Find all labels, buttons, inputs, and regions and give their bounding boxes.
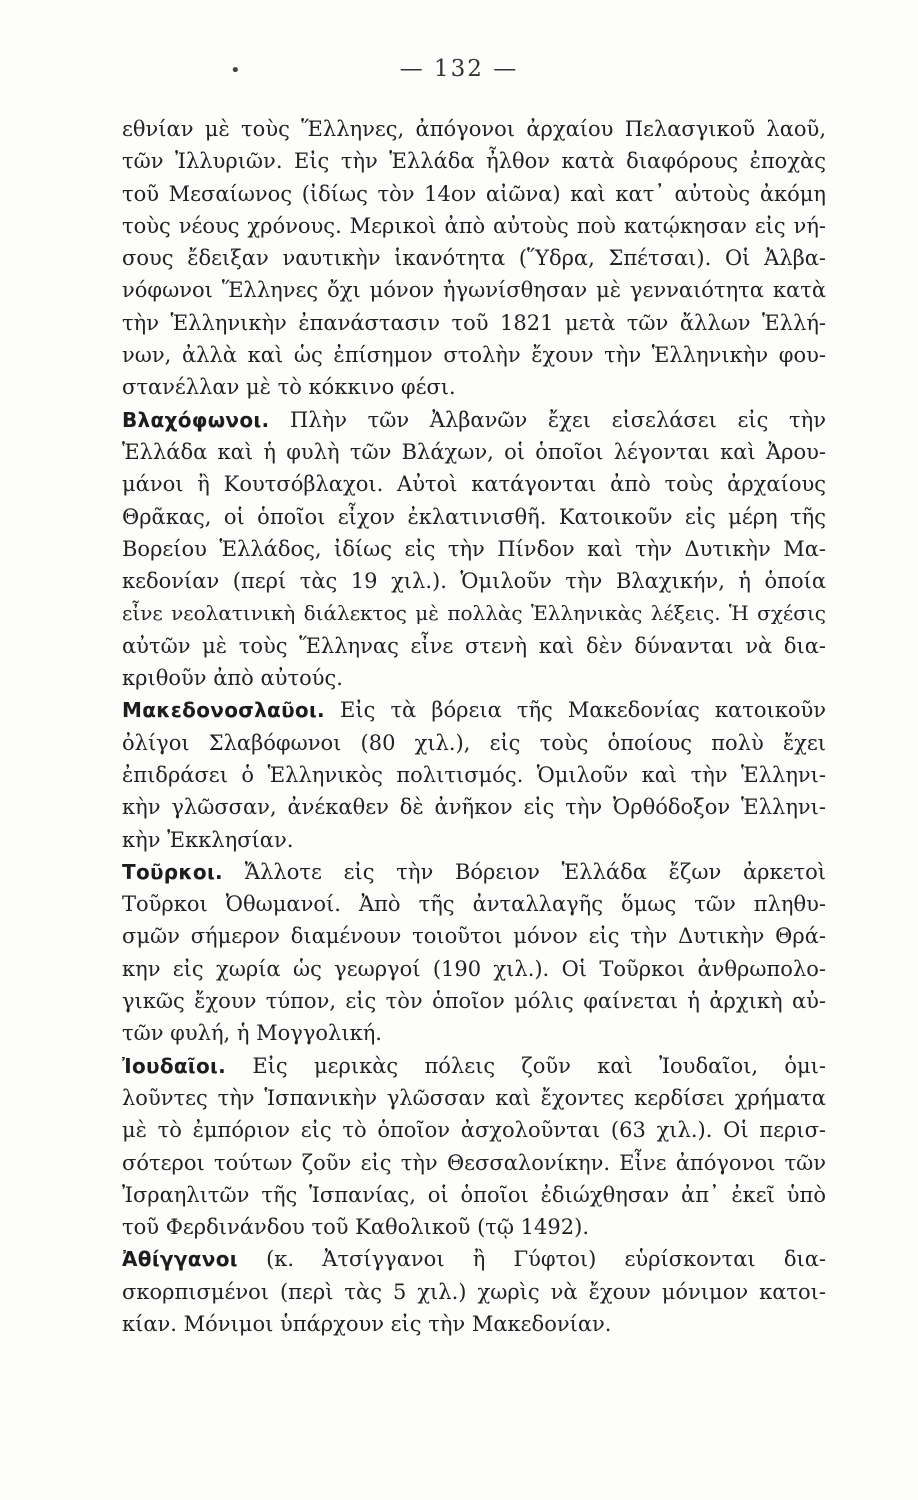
line-text: εθνίαν μὲ τοὺς Ἕλληνες, ἀπόγονοι ἀρχαίου Πελασγικοῦ λαοῦ, — [122, 117, 826, 141]
line-text: τοῦ Μεσαίωνος (ἰδίως τὸν 14ον αἰῶνα) καὶ κατ᾽ αὐτοὺς ἀκόμη — [122, 181, 826, 206]
text-line — [122, 824, 826, 856]
text-line — [122, 888, 826, 920]
text-line — [122, 533, 826, 565]
text-line — [122, 501, 826, 533]
stray-mark: • — [230, 60, 241, 81]
line-text: αὐτῶν μὲ τοὺς Ἕλληνας εἶνε στενὴ καὶ δὲν δύνανται νὰ δια- — [122, 633, 826, 658]
text-line — [122, 1179, 826, 1211]
text-line — [122, 274, 826, 306]
line-text: Θρᾶκας, οἱ ὁποῖοι εἶχον ἐκλατινισθῆ. Κατοικοῦν εἰς μέρη τῆς — [122, 504, 826, 529]
line-text: κὴν Ἐκκλησίαν. — [122, 827, 294, 852]
page-number: — 132 — — [399, 56, 519, 82]
line-text: λοῦντες τὴν Ἱσπανικὴν γλῶσσαν καὶ ἔχοντες κερδίσει χρήματα — [122, 1085, 826, 1110]
line-text: Ἰσραηλιτῶν τῆς Ἱσπανίας, οἱ ὁποῖοι ἐδιώχθησαν ἀπ᾽ ἐκεῖ ὑπὸ — [122, 1182, 826, 1207]
line-text: Τοῦρκοι Ὀθωμανοί. Ἀπὸ τῆς ἀνταλλαγῆς ὅμως τῶν πληθυ- — [122, 892, 826, 917]
text-line — [122, 920, 826, 952]
text-line — [122, 759, 826, 791]
section-heading: Βλαχόφωνοι. — [122, 407, 270, 432]
line-text: σους ἔδειξαν ναυτικὴν ἱκανότητα (Ὕδρα, Σπέτσαι). Οἱ Ἀλβα- — [122, 246, 826, 271]
text-line — [122, 1147, 826, 1179]
text-line — [122, 307, 826, 339]
line-text: τὴν Ἑλληνικὴν ἐπανάστασιν τοῦ 1821 μετὰ τῶν ἄλλων Ἑλλή- — [122, 310, 826, 335]
section-heading: Τοῦρκοι. — [122, 859, 223, 884]
line-text: Εἰς τὰ βόρεια τῆς Μακεδονίας κατοικοῦν — [324, 698, 826, 723]
line-text: κίαν. Μόνιμοι ὑπάρχουν εἰς τὴν Μακεδονίαν. — [122, 1311, 612, 1336]
text-line — [122, 404, 826, 436]
text-line — [122, 1211, 826, 1243]
line-text: στανέλλαν μὲ τὸ κόκκινο φέσι. — [122, 375, 456, 400]
text-line — [122, 1114, 826, 1146]
line-text: Ἄλλοτε εἰς τὴν Βόρειον Ἑλλάδα ἔζων ἀρκετοὶ — [222, 859, 826, 884]
line-text: Πλὴν τῶν Ἀλβανῶν ἔχει εἰσελάσει εἰς τὴν — [269, 407, 826, 432]
text-line — [122, 468, 826, 500]
text-line — [122, 242, 826, 274]
line-text: γικῶς ἔχουν τύπον, εἰς τὸν ὁποῖον μόλις φαίνεται ἡ ἀρχικὴ αὐ- — [122, 989, 826, 1014]
text-line — [122, 694, 826, 726]
text-line — [122, 630, 826, 662]
line-text: (κ. Ἀτσίγγανοι ἢ Γύφτοι) εὑρίσκονται δια- — [237, 1247, 826, 1272]
line-text: σμῶν σήμερον διαμένουν τοιοῦτοι μόνον εἰς τὴν Δυτικὴν Θρά- — [122, 924, 826, 949]
line-text: μὲ τὸ ἐμπόριον εἰς τὸ ὁποῖον ἀσχολοῦνται (63 χιλ.). Οἱ περισ- — [122, 1118, 826, 1143]
text-line — [122, 662, 826, 694]
text-line — [122, 1017, 826, 1049]
text-line — [122, 597, 826, 629]
line-text: σότεροι τούτων ζοῦν εἰς τὴν Θεσσαλονίκην. Εἶνε ἀπόγονοι τῶν — [122, 1150, 826, 1175]
line-text: Εἰς μερικὰς πόλεις ζοῦν καὶ Ἰουδαῖοι, ὁμι- — [226, 1053, 826, 1078]
line-text: κεδονίαν (περί τὰς 19 χιλ.). Ὁμιλοῦν τὴν Βλαχικήν, ἡ ὁποία — [122, 569, 826, 594]
line-text: τῶν Ἰλλυριῶν. Εἰς τὴν Ἑλλάδα ἦλθον κατὰ διαφόρους ἐποχὰς — [122, 149, 826, 174]
text-line — [122, 727, 826, 759]
line-text: Ἑλλάδα καὶ ἡ φυλὴ τῶν Βλάχων, οἱ ὁποῖοι λέγονται καὶ Ἀρου- — [122, 439, 826, 464]
line-text: σκορπισμένοι (περὶ τὰς 5 χιλ.) χωρὶς νὰ ἔχουν μόνιμον κατοι- — [122, 1279, 826, 1304]
text-line — [122, 1276, 826, 1308]
text-line — [122, 339, 826, 371]
body-text — [122, 113, 826, 1340]
line-text: κριθοῦν ἀπὸ αὐτούς. — [122, 666, 343, 691]
line-text: νόφωνοι Ἕλληνες ὄχι μόνον ἠγωνίσθησαν μὲ γενναιότητα κατὰ — [122, 278, 826, 303]
line-text: μάνοι ἢ Κουτσόβλαχοι. Αὐτοὶ κατάγονται ἀπὸ τοὺς ἀρχαίους — [122, 472, 826, 497]
text-line — [122, 145, 826, 177]
line-text: νων, ἀλλὰ καὶ ὡς ἐπίσημον στολὴν ἔχουν τὴν Ἑλληνικὴν φου- — [122, 343, 826, 368]
text-line — [122, 436, 826, 468]
text-line — [122, 1308, 826, 1340]
text-line — [122, 1050, 826, 1082]
text-line — [122, 791, 826, 823]
line-text: Βορείου Ἑλλάδος, ἰδίως εἰς τὴν Πίνδον καὶ τὴν Δυτικὴν Μα- — [122, 536, 826, 561]
text-line — [122, 1243, 826, 1275]
text-line — [122, 178, 826, 210]
text-line — [122, 565, 826, 597]
line-text: ἐπιδράσει ὁ Ἑλληνικὸς πολιτισμός. Ὁμιλοῦν καὶ τὴν Ἑλληνι- — [122, 762, 826, 787]
line-text: τοὺς νέους χρόνους. Μερικοὶ ἀπὸ αὐτοὺς ποὺ κατῴκησαν εἰς νή- — [122, 213, 826, 238]
text-line — [122, 856, 826, 888]
line-text: κην εἰς χωρία ὡς γεωργοί (190 χιλ.). Οἱ Τοῦρκοι ἀνθρωπολο- — [122, 956, 826, 981]
section-heading: Ἰουδαῖοι. — [122, 1053, 227, 1078]
section-heading: Μακεδονοσλαῦοι. — [122, 698, 325, 723]
line-text: ὀλίγοι Σλαβόφωνοι (80 χιλ.), εἰς τοὺς ὁποίους πολὺ ἔχει — [122, 730, 826, 755]
text-line — [122, 210, 826, 242]
text-line — [122, 985, 826, 1017]
text-line — [122, 1082, 826, 1114]
line-text: τοῦ Φερδινάνδου τοῦ Καθολικοῦ (τῷ 1492). — [122, 1215, 589, 1240]
text-line — [122, 953, 826, 985]
line-text: τῶν φυλή, ἡ Μογγολική. — [122, 1021, 382, 1046]
line-text: εἶνε νεολατινικὴ διάλεκτος μὲ πολλὰς Ἑλληνικὰς λέξεις. Ἡ σχέσις — [122, 601, 826, 626]
text-line — [122, 371, 826, 403]
section-heading: Ἀθίγγανοι — [122, 1247, 238, 1272]
line-text: κὴν γλῶσσαν, ἀνέκαθεν δὲ ἀνῆκον εἰς τὴν Ὀρθόδοξον Ἑλληνι- — [122, 795, 826, 820]
text-line — [122, 113, 826, 145]
